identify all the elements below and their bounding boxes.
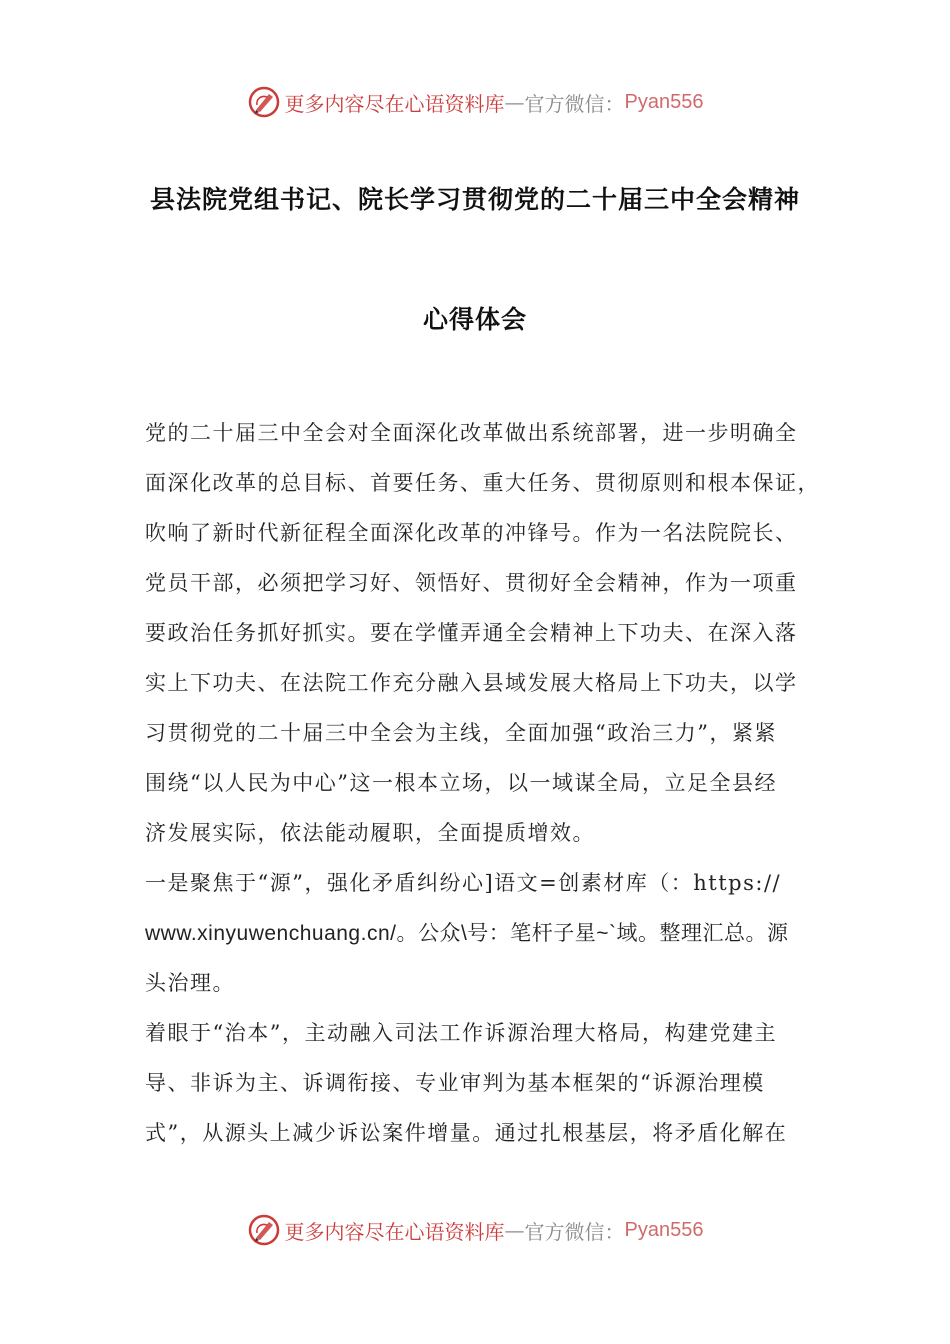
body-line: 济发展实际，依法能动履职，全面提质增效。 — [145, 821, 595, 845]
body-line: 要政治任务抓好抓实。要在学懂弄通全会精神上下功夫、在深入落 — [145, 621, 798, 645]
watermark-text: 更多内容尽在心语资料库 — [284, 1219, 505, 1244]
watermark-banner-bottom — [0, 1210, 950, 1250]
body-line: 着眼于“治本”，主动融入司法工作诉源治理大格局，构建党建主 — [145, 1021, 777, 1045]
watermark-banner-top — [0, 82, 950, 122]
body-line: 头治理。 — [145, 971, 235, 995]
watermark-separator: — — [504, 1218, 525, 1242]
document-body — [145, 415, 820, 1165]
watermark-label: 官方微信： — [524, 91, 625, 116]
body-line: 习贯彻党的二十届三中全会为主线，全面加强“政治三力”，紧紧 — [145, 721, 777, 745]
watermark-label: 官方微信： — [524, 1219, 625, 1244]
watermark-separator: — — [504, 90, 525, 114]
watermark-text: 更多内容尽在心语资料库 — [284, 91, 505, 116]
document-title-line2: 心得体会 — [422, 305, 527, 334]
pen-logo-icon — [247, 85, 281, 119]
body-line: 导、非诉为主、诉调衔接、专业审判为基本框架的“诉源治理模 — [145, 1071, 765, 1095]
body-line: 一是聚焦于“源”，强化矛盾纠纷心]语文=创素材库（：https:// — [145, 871, 782, 895]
body-line: www.xinyuwenchuang.cn/。公众\号：笔杆子星~`域。整理汇总。源 — [145, 922, 789, 945]
watermark-wechat-id: Pyan556 — [624, 90, 704, 113]
body-line: 党的二十届三中全会对全面深化改革做出系统部署，进一步明确全 — [145, 421, 798, 445]
body-line: 式”，从源头上减少诉讼案件增量。通过扎根基层，将矛盾化解在 — [145, 1121, 788, 1145]
body-line: 围绕“以人民为中心”这一根本立场，以一域谋全局，立足全县经 — [145, 771, 777, 795]
body-line: 党员干部，必须把学习好、领悟好、贯彻好全会精神，作为一项重 — [145, 571, 798, 595]
document-title-line1: 县法院党组书记、院长学习贯彻党的二十届三中全会精神 — [149, 185, 800, 214]
pen-logo-icon — [247, 1213, 281, 1247]
watermark-wechat-id: Pyan556 — [624, 1218, 704, 1241]
body-line: 实上下功夫、在法院工作充分融入县域发展大格局上下功夫，以学 — [145, 671, 798, 695]
body-line: 面深化改革的总目标、首要任务、重大任务、贯彻原则和根本保证， — [145, 471, 820, 495]
body-line: 吹响了新时代新征程全面深化改革的冲锋号。作为一名法院院长、 — [145, 521, 798, 545]
